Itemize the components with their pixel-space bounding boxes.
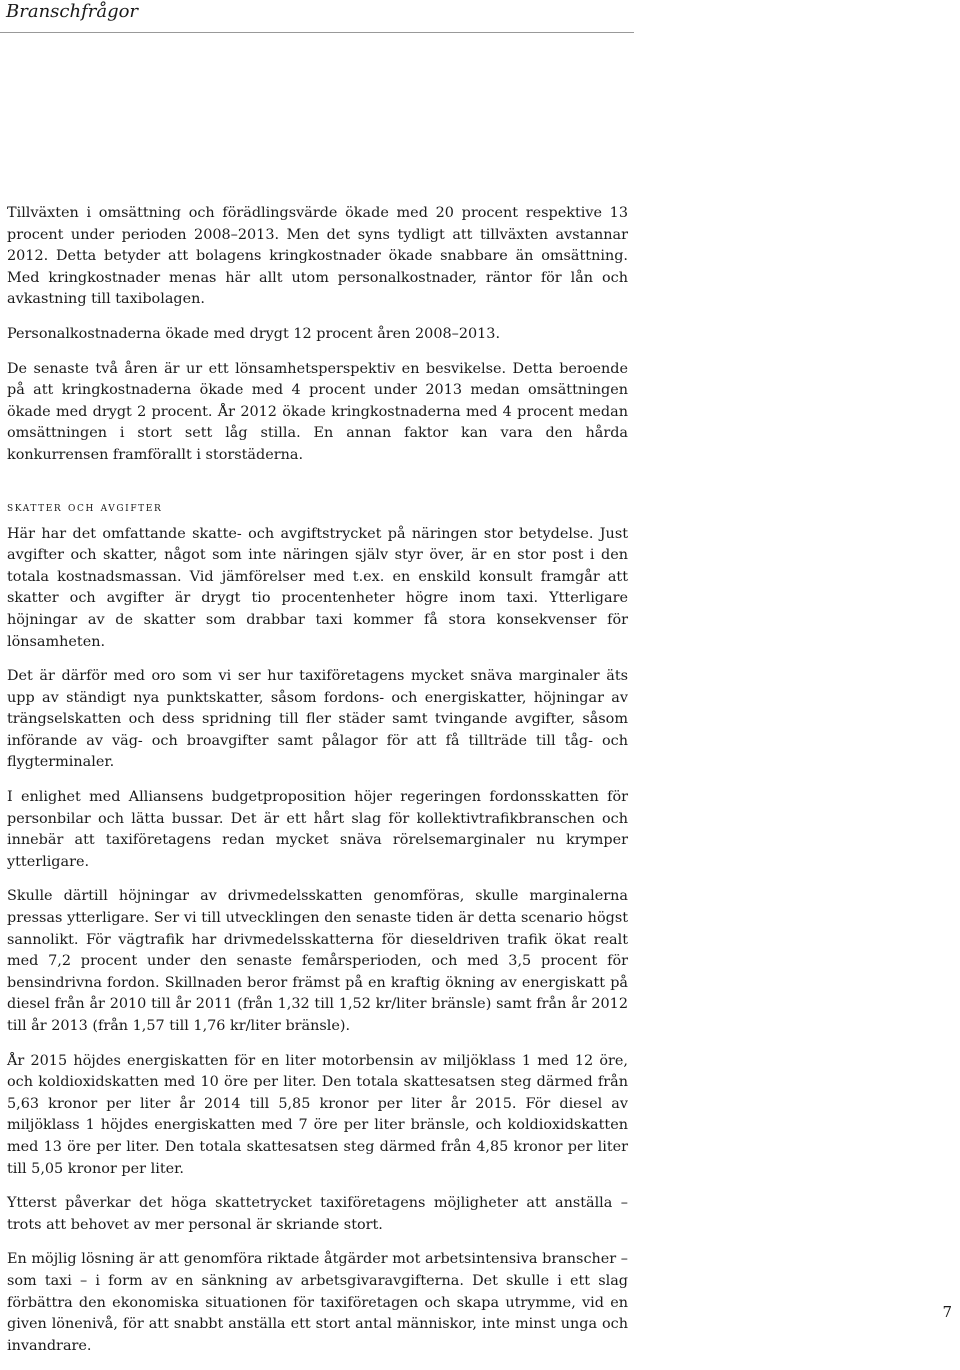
running-header-title: Branschfrågor xyxy=(6,1,139,22)
section-paragraph-6: Ytterst påverkar det höga skattetrycket taxiföretagens möjligheter att anställa – trots att behovet av mer personal är skriande stort. xyxy=(7,1195,628,1233)
section-paragraph-3: I enlighet med Alliansens budgetproposition höjer regeringen fordonsskatten för personbilar och lätta bussar. Det är ett hårt slag för kollektivtrafikbranschen och innebär att taxiföretagens redan mycket snäva rörelsemarginaler nu krymper ytterligare. xyxy=(7,789,628,870)
page-number: 7 xyxy=(942,1303,952,1321)
paragraph-intro-3: De senaste två åren är ur ett lönsamhetsperspektiv en besvikelse. Detta beroende på att kringkostnaderna ökade med 4 procent under 2013 medan omsättningen ökade med drygt 2 procent. År 2012 ökade kringkostnaderna med 4 procent medan omsättningen i stort sett låg stilla. En annan faktor kan vara den hårda konkurrensen framförallt i storstäderna. xyxy=(7,360,628,463)
section-paragraph-5: År 2015 höjdes energiskatten för en liter motorbensin av miljöklass 1 med 12 öre, och koldioxidskatten med 10 öre per liter. Den totala skattesatsen steg därmed från 5,63 kronor per liter år 2014 till 5,85 kronor per liter år 2015. För diesel av miljöklass 1 höjdes energiskatten med 7 öre per liter bränsle, och koldioxidskatten med 13 öre per liter. Den totala skattesatsen steg därmed från 4,85 kronor per liter till 5,05 kronor per liter. xyxy=(7,1052,628,1177)
section-paragraph-1: Här har det omfattande skatte- och avgiftstrycket på näringen stor betydelse. Just avgifter och skatter, något som inte näringen själv styr över, är en stor post i den totala kostnadsmassan. Vid jämförelser med t.ex. en enskild konsult framgår att skatter och avgifter är drygt tio procentenheter högre inom taxi. Ytterligare höjningar av de skatter som drabbar taxi kommer få stora konsekvenser för lönsamheten. xyxy=(7,525,628,650)
article-body xyxy=(7,203,628,1370)
section-paragraph-2: Det är därför med oro som vi ser hur taxiföretagens mycket snäva marginaler äts upp av ständigt nya punktskatter, såsom fordons- och energiskatter, höjningar av trängselskatten och dess spridning till fler städer samt tvingande avgifter, såsom införande av väg- och broavgifter samt pålagor för att få tillträde till tåg- och flygterminaler. xyxy=(7,668,628,771)
paragraph-intro-1: Tillväxten i omsättning och förädlingsvärde ökade med 20 procent respektive 13 procent under perioden 2008–2013. Men det syns tydligt att tillväxten avstannar 2012. Detta betyder att bolagens kringkostnader ökade snabbare än omsättning. Med kringkostnader menas här allt utom personalkostnader, räntor för lån och avkastning till taxibolagen. xyxy=(7,205,628,308)
header-rule xyxy=(0,32,634,33)
section-paragraph-4: Skulle därtill höjningar av drivmedelsskatten genomföras, skulle marginalerna pressas ytterligare. Ser vi till utvecklingen den senaste tiden är detta scenario högst sannolikt. För vägtrafik har drivmedelsskatterna för dieseldriven trafik ökat realt med 7,2 procent under den senaste femårsperioden, och med 3,5 procent för bensindrivna fordon. Skillnaden beror främst på en kraftig ökning av energiskatt på diesel från år 2010 till år 2011 (från 1,32 till 1,52 kr/liter bränsle) samt från år 2012 till år 2013 (från 1,57 till 1,76 kr/liter bränsle). xyxy=(7,888,628,1034)
section-paragraph-7: En möjlig lösning är att genomföra riktade åtgärder mot arbetsintensiva branscher – som taxi – i form av en sänkning av arbetsgivaravgifterna. Det skulle i ett slag förbättra den ekonomiska situationen för taxiföretagen och skapa utrymme, vid en given lönenivå, för att snabbt anställa ett stort antal människor, inte minst unga och invandrare. xyxy=(7,1251,628,1354)
section-heading: skatter och avgifter xyxy=(7,499,163,515)
paragraph-intro-2: Personalkostnaderna ökade med drygt 12 procent åren 2008–2013. xyxy=(7,325,501,342)
